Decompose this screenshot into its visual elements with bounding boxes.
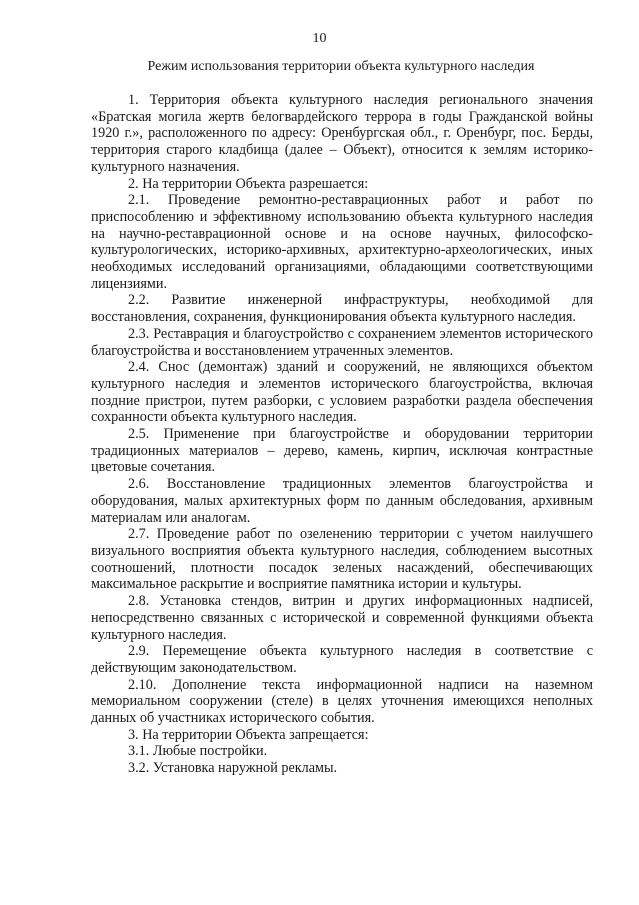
paragraph-2-3: 2.3. Реставрация и благоустройство с сохранением элементов исторического благоустройства и восстановлением утраченных элементов. xyxy=(91,325,593,359)
paragraph-2: 2. На территории Объекта разрешается: xyxy=(128,175,369,192)
paragraph-3-2: 3.2. Установка наружной рекламы. xyxy=(128,760,338,777)
paragraph-2-2: 2.2. Развитие инженерной инфраструктуры, необходимой для восстановления, сохранения, функционирования объекта культурного наследия. xyxy=(91,292,593,326)
paragraph-2-1: 2.1. Проведение ремонтно-реставрационных работ и работ по приспособлению и эффективному использованию объекта культурного наследия на научно-реставрационной основе и на основе научных, философско-культурологических, историко-архивных, архитектурно-археологических, иных необходимых исследований организациями, обладающими соответствующими лицензиями. xyxy=(91,192,593,292)
paragraph-2-9: 2.9. Перемещение объекта культурного наследия в соответствие с действующим законодательством. xyxy=(91,643,593,676)
paragraph-2-6: 2.6. Восстановление традиционных элементов благоустройства и оборудования, малых архитектурных форм по данным обследования, архивным материалам или аналогам. xyxy=(91,476,593,526)
page-number: 10 xyxy=(312,31,327,46)
paragraph-2-8: 2.8. Установка стендов, витрин и других информационных надписей, непосредственно связанных с исторической и современной функциями объекта культурного наследия. xyxy=(91,593,593,643)
document-body xyxy=(91,92,593,777)
paragraph-1: 1. Территория объекта культурного наследия регионального значения «Братская могила жертв белогвардейского террора в годы Гражданской войны 1920 г.», расположенного по адресу: Оренбургская обл., г. Оренбург, пос. Берды, территория старого кладбища (далее – Объект), относится к землям историко-культурного назначения. xyxy=(91,92,593,175)
paragraph-2-10: 2.10. Дополнение текста информационной надписи на наземном мемориальном сооружении (стеле) в целях уточнения имеющихся неполных данных об участниках исторического события. xyxy=(91,676,593,727)
paragraph-2-7: 2.7. Проведение работ по озеленению территории с учетом наилучшего визуального восприятия объекта культурного наследия, соблюдением высотных соотношений, плотности посадок зеленых насаждений, обеспечивающих максимальное раскрытие и восприятие памятника истории и культуры. xyxy=(91,526,593,593)
paragraph-3-1: 3.1. Любые постройки. xyxy=(128,743,268,760)
paragraph-2-5: 2.5. Применение при благоустройстве и оборудовании территории традиционных материалов – дерево, камень, кирпич, исключая контрастные цветовые сочетания. xyxy=(91,426,593,476)
paragraph-3: 3. На территории Объекта запрещается: xyxy=(128,726,369,743)
page-title: Режим использования территории объекта культурного наследия xyxy=(147,59,535,74)
paragraph-2-4: 2.4. Снос (демонтаж) зданий и сооружений, не являющихся объектом культурного наследия и элементов исторического благоустройства, включая поздние пристрои, путем разборки, с условием разработки раздела обеспечения сохранности объекта культурного наследия. xyxy=(91,359,593,426)
